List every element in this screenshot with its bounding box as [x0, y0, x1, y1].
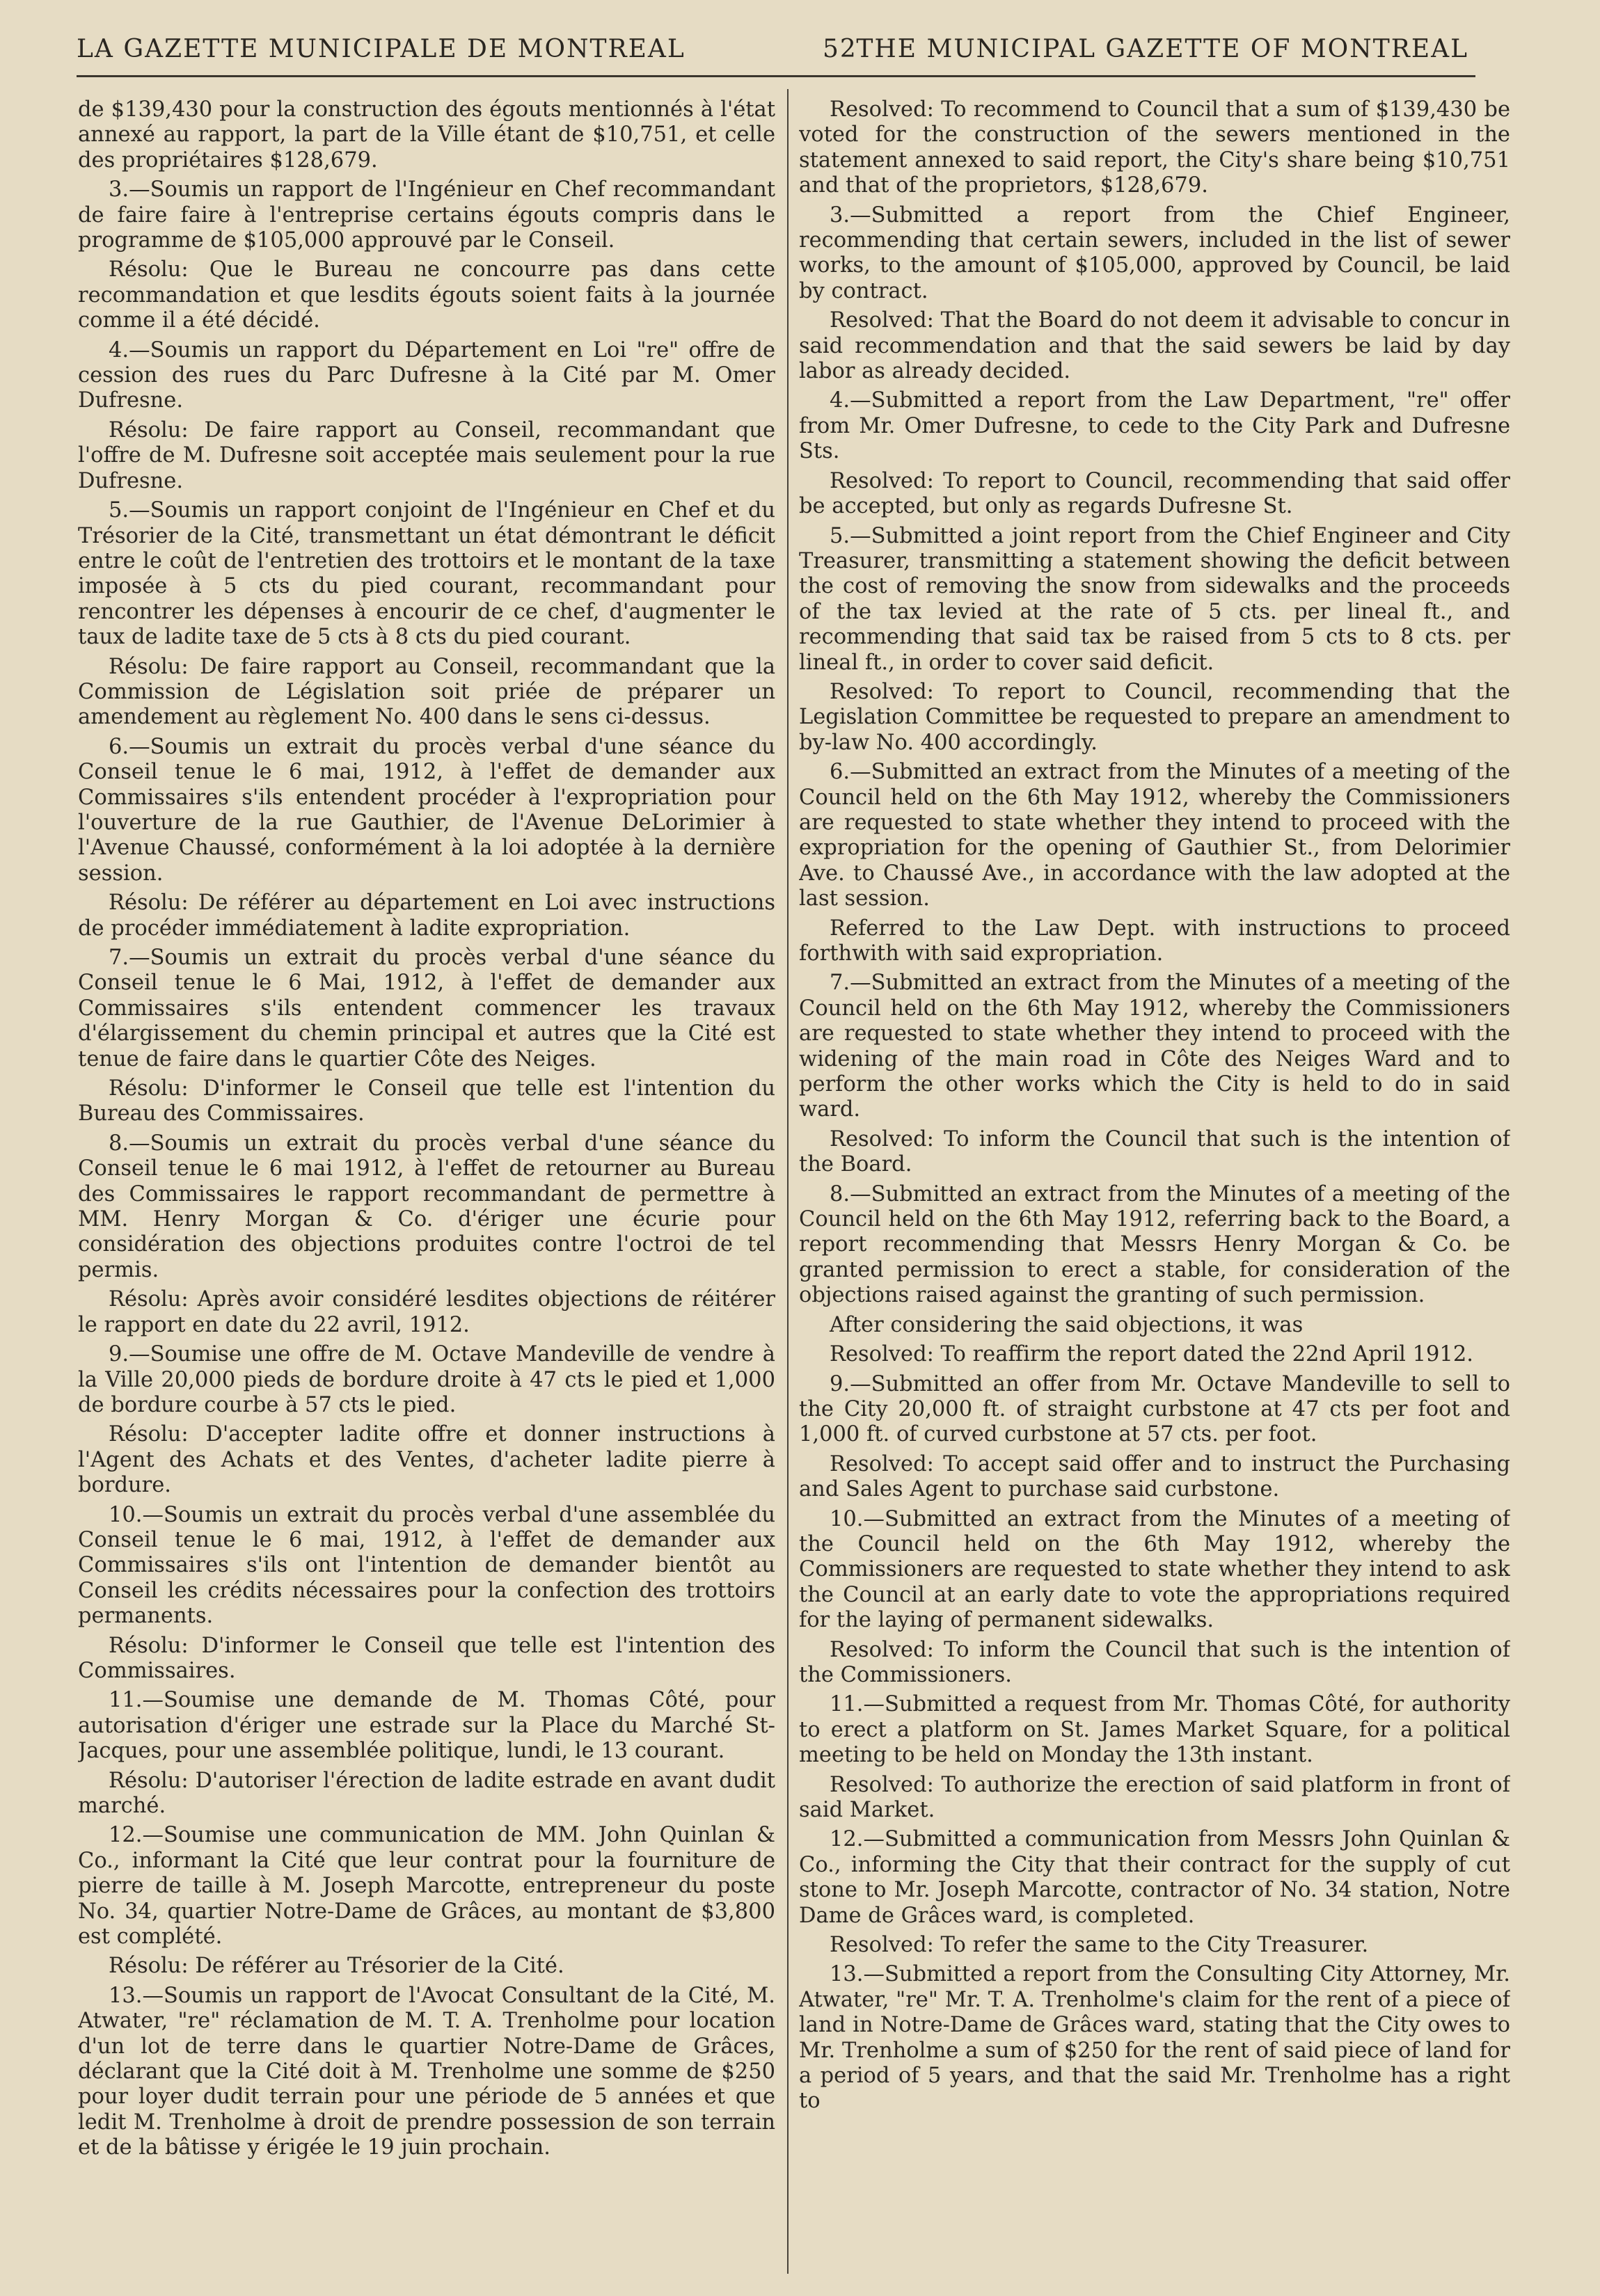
column-divider [787, 89, 789, 2274]
paragraph: 7.—Soumis un extrait du procès verbal d'une séance du Conseil tenue le 6 Mai, 1912, à l'effet de demander aux Commissaires s'ils entendent commencer les travaux d'élargissement du chemin principal et autres que la Cité est tenue de faire dans le quartier Côte des Neiges. [78, 946, 775, 1071]
paragraph: 8.—Submitted an extract from the Minutes of a meeting of the Council held on the 6th May 1912, referring back to the Board, a report recommending that Messrs Henry Morgan & Co. be granted permission to erect a stable, for consideration of the objections raised against the granting of such permission. [799, 1181, 1510, 1308]
paragraph: Resolved: To refer the same to the City Treasurer. [830, 1933, 1369, 1958]
paragraph: Resolved: To reaffirm the report dated the 22nd April 1912. [830, 1342, 1473, 1367]
paragraph: Résolu: Que le Bureau ne concourre pas dans cette recommandation et que lesdits égouts soient faits à la journée comme il a été décidé. [78, 257, 775, 333]
paragraph: 9.—Soumise une offre de M. Octave Mandeville de vendre à la Ville 20,000 pieds de bordure droite à 47 cts le pied et 1,000 de bordure courbe à 57 cts le pied. [78, 1342, 775, 1417]
paragraph: 13.—Submitted a report from the Consulting City Attorney, Mr. Atwater, "re" Mr. T. A. Trenholme's claim for the rent of a piece of land in Notre-Dame de Grâces ward, stating that the City owes to Mr. Trenholme a sum of $250 for the rent of said piece of land for a period of 5 years, and that the said Mr. Trenholme has a right to [799, 1962, 1510, 2114]
paragraph: 12.—Soumise une communication de MM. John Quinlan & Co., informant la Cité que leur contrat pour la fourniture de pierre de taille à M. Joseph Marcotte, entrepreneur du poste No. 34, quartier Notre-Dame de Grâces, au montant de $3,800 est complété. [78, 1823, 775, 1950]
paragraph: After considering the said objections, it was [830, 1312, 1304, 1337]
paragraph: Résolu: D'informer le Conseil que telle est l'intention du Bureau des Commissaires. [78, 1076, 775, 1126]
paragraph: 7.—Submitted an extract from the Minutes of a meeting of the Council held on the 6th May 1912, whereby the Commissioners are requested to state whether they intend to proceed with the widening of the main road in Côte des Neiges Ward and to perform the other works which the City is held to do in said ward. [799, 971, 1510, 1122]
page-number: 52 [823, 35, 857, 63]
paragraph: 10.—Submitted an extract from the Minutes of a meeting of the Council held on the 6th May 1912, whereby the Commissioners are requested to state whether they intend to ask the Council at an early date to vote the appropriations required for the laying of permanent sidewalks. [799, 1506, 1510, 1633]
page-header [77, 35, 1468, 77]
paragraph: 4.—Soumis un rapport du Département en Loi "re" offre de cession des rues du Parc Dufresne à la Cité par M. Omer Dufresne. [78, 337, 775, 413]
paragraph: de $139,430 pour la construction des égouts mentionnés à l'état annexé au rapport, la part de la Ville étant de $10,751, et celle des propriétaires $128,679. [78, 97, 775, 173]
paragraph: Referred to the Law Dept. with instructions to proceed forthwith with said expropriation. [799, 916, 1510, 966]
paragraph: Résolu: De faire rapport au Conseil, recommandant que l'offre de M. Dufresne soit acceptée mais seulement pour la rue Dufresne. [78, 417, 775, 493]
paragraph: Résolu: D'accepter ladite offre et donner instructions à l'Agent des Achats et des Ventes, d'acheter ladite pierre à bordure. [78, 1422, 775, 1498]
paragraph: 6.—Submitted an extract from the Minutes of a meeting of the Council held on the 6th May 1912, whereby the Commissioners are requested to state whether they intend to proceed with the expropriation for the opening of Gauthier St., from Delorimier Ave. to Chaussé Ave., in accordance with the law adopted at the last session. [799, 760, 1510, 911]
paragraph: Résolu: D'autoriser l'érection de ladite estrade en avant dudit marché. [78, 1768, 775, 1818]
paragraph: 8.—Soumis un extrait du procès verbal d'une séance du Conseil tenue le 6 mai 1912, à l'effet de retourner au Bureau des Commissaires le rapport recommandant de permettre à MM. Henry Morgan & Co. d'ériger une écurie pour considération des objections produites contre l'octroi de tel permis. [78, 1131, 775, 1282]
paragraph: Résolu: De faire rapport au Conseil, recommandant que la Commission de Législation soit priée de préparer un amendement au règlement No. 400 dans le sens ci-dessus. [78, 654, 775, 730]
header-english-title: THE MUNICIPAL GAZETTE OF MONTREAL [856, 35, 1468, 63]
paragraph: Resolved: To report to Council, recommending that said offer be accepted, but only as regards Dufresne St. [799, 468, 1510, 519]
paragraph: 10.—Soumis un extrait du procès verbal d'une assemblée du Conseil tenue le 6 mai, 1912, à l'effet de demander aux Commissaires s'ils ont l'intention de demander bientôt au Conseil les crédits nécessaires pour la confection des trottoirs permanents. [78, 1502, 775, 1629]
paragraph: 11.—Submitted a request from Mr. Thomas Côté, for authority to erect a platform on St. James Market Square, for a political meeting to be held on Monday the 13th instant. [799, 1692, 1510, 1768]
paragraph: 4.—Submitted a report from the Law Department, "re" offer from Mr. Omer Dufresne, to cede to the City Park and Dufresne Sts. [799, 388, 1510, 464]
english-column [799, 97, 1510, 2275]
paragraph: 5.—Soumis un rapport conjoint de l'Ingénieur en Chef et du Trésorier de la Cité, transmettant un état démontrant le déficit entre le coût de l'entretien des trottoirs et le montant de la taxe imposée à 5 cts du pied courant, recommandant pour rencontrer les dépenses à encourir de ce chef, d'augmenter le taux de ladite taxe de 5 cts à 8 cts du pied courant. [78, 498, 775, 650]
paragraph: Resolved: To accept said offer and to instruct the Purchasing and Sales Agent to purchase said curbstone. [799, 1451, 1510, 1502]
paragraph: 12.—Submitted a communication from Messrs John Quinlan & Co., informing the City that their contract for the supply of cut stone to Mr. Joseph Marcotte, contractor of No. 34 station, Notre Dame de Grâces ward, is completed. [799, 1827, 1510, 1928]
header-rule [77, 75, 1475, 77]
paragraph: Resolved: To authorize the erection of said platform in front of said Market. [799, 1772, 1510, 1822]
paragraph: 3.—Submitted a report from the Chief Engineer, recommending that certain sewers, included in the list of sewer works, to the amount of $105,000, approved by Council, be laid by contract. [799, 202, 1510, 303]
paragraph: Resolved: To inform the Council that such is the intention of the Commissioners. [799, 1637, 1510, 1687]
paragraph: Résolu: D'informer le Conseil que telle est l'intention des Commissaires. [78, 1633, 775, 1683]
paragraph: 3.—Soumis un rapport de l'Ingénieur en Chef recommandant de faire faire à l'entreprise certains égouts compris dans le programme de $105,000 approuvé par le Conseil. [78, 177, 775, 253]
paragraph: Resolved: To inform the Council that such is the intention of the Board. [799, 1126, 1510, 1177]
paragraph: Resolved: That the Board do not deem it advisable to concur in said recommendation and that the said sewers be laid by day labor as already decided. [799, 308, 1510, 384]
paragraph: 13.—Soumis un rapport de l'Avocat Consultant de la Cité, M. Atwater, "re" réclamation de M. T. A. Trenholme pour location d'un lot de terre dans le quartier Notre-Dame de Grâces, déclarant que la Cité doit à M. Trenholme une somme de $250 pour loyer dudit terrain pour une période de 5 années et que ledit M. Trenholme à droit de prendre possession de son terrain et de la bâtisse y érigée le 19 juin prochain. [78, 1983, 775, 2160]
french-column [78, 97, 775, 2275]
paragraph: 6.—Soumis un extrait du procès verbal d'une séance du Conseil tenue le 6 mai, 1912, à l'effet de demander aux Commissaires s'ils entendent procéder à l'expropriation pour l'ouverture de la rue Gauthier, de l'Avenue DeLorimier à l'Avenue Chaussé, conformément à la loi adoptée à la dernière session. [78, 734, 775, 886]
paragraph: 5.—Submitted a joint report from the Chief Engineer and City Treasurer, transmitting a statement showing the deficit between the cost of removing the snow from sidewalks and the proceeds of the tax levied at the rate of 5 cts. per lineal ft., and recommending that said tax be raised from 5 cts to 8 cts. per lineal ft., in order to cover said deficit. [799, 523, 1510, 675]
paragraph: Resolved: To recommend to Council that a sum of $139,430 be voted for the construction of the sewers mentioned in the statement annexed to said report, the City's share being $10,751 and that of the proprietors, $128,679. [799, 97, 1510, 198]
paragraph: 9.—Submitted an offer from Mr. Octave Mandeville to sell to the City 20,000 ft. of straight curbstone at 47 cts per foot and 1,000 ft. of curved curbstone at 57 cts. per foot. [799, 1371, 1510, 1447]
paragraph: Résolu: De référer au département en Loi avec instructions de procéder immédiatement à ladite expropriation. [78, 891, 775, 941]
header-french-title: LA GAZETTE MUNICIPALE DE MONTREAL [77, 35, 686, 63]
paragraph: Résolu: Après avoir considéré lesdites objections de réitérer le rapport en date du 22 avril, 1912. [78, 1287, 775, 1337]
paragraph: 11.—Soumise une demande de M. Thomas Côté, pour autorisation d'ériger une estrade sur la Place du Marché St-Jacques, pour une assemblée politique, lundi, le 13 courant. [78, 1688, 775, 1764]
paragraph: Resolved: To report to Council, recommending that the Legislation Committee be requested to prepare an amendment to by-law No. 400 accordingly. [799, 679, 1510, 755]
paragraph: Résolu: De référer au Trésorier de la Cité. [109, 1954, 564, 1979]
